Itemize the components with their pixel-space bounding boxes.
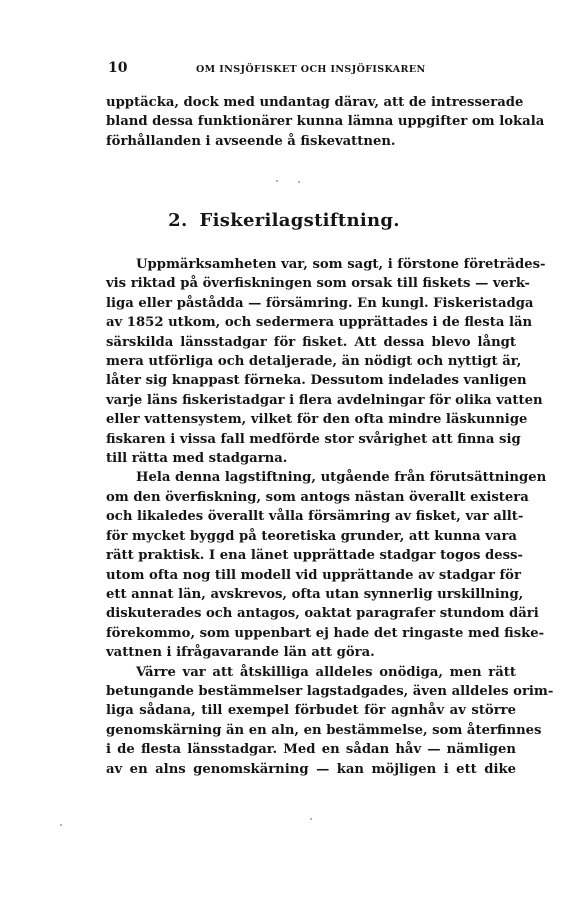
text-line: vattnen i ifrågavarande län att göra. — [106, 645, 375, 661]
text-line: Uppmärksamheten var, som sagt, i förstone företrädes- — [136, 257, 546, 272]
text-line: vis riktad på överfiskningen som orsak till fiskets — verk- — [106, 276, 530, 292]
text-line: till rätta med stadgarna. — [106, 451, 288, 467]
text-line: upptäcka, dock med undantag därav, att de intresserade — [106, 95, 524, 110]
text-line: bland dessa funktionärer kunna lämna uppgifter om lokala — [106, 114, 545, 130]
text-line: för mycket byggd på teoretiska grunder, att kunna vara — [106, 528, 517, 544]
text-line: liga sådana, till exempel förbudet för agnhåv av större — [106, 703, 516, 719]
section-number: 2. — [168, 210, 188, 231]
text-line: om den överfiskning, som antogs nästan överallt existera — [106, 489, 529, 505]
text-line: mera utförliga och detaljerade, än nödigt och nyttigt är, — [106, 354, 522, 370]
text-line: låter sig knappast förneka. Dessutom indelades vanligen — [106, 373, 527, 389]
section-title: Fiskerilagstiftning. — [199, 210, 400, 231]
text-line: liga eller påstådda — försämring. En kungl. Fiskeristadga — [106, 295, 534, 311]
text-line: varje läns fiskeristadgar i flera avdelningar för olika vatten — [106, 392, 543, 408]
text-line: Värre var att åtskilliga alldeles onödiga, men rätt — [136, 664, 516, 680]
text-line: genomskärning än en aln, en bestämmelse, som återfinnes — [106, 722, 542, 738]
print-speck — [276, 180, 278, 182]
text-line: betungande bestämmelser lagstadgades, även alldeles orim- — [106, 683, 554, 699]
text-line: av 1852 utkom, och sedermera upprättades i de flesta län — [106, 315, 533, 331]
body-text — [106, 255, 554, 779]
text-line: utom ofta nog till modell vid upprättande av stadgar för — [106, 567, 521, 583]
section-heading — [0, 210, 568, 231]
print-speck — [310, 818, 312, 820]
text-line: i de flesta länsstadgar. Med en sådan håv — nämligen — [106, 742, 516, 758]
text-line: Hela denna lagstiftning, utgående från förutsättningen — [136, 470, 547, 486]
intro-paragraph — [106, 93, 545, 151]
running-head: OM INSJÖFISKET OCH INSJÖFISKAREN — [196, 64, 426, 75]
text-line: rätt praktisk. I ena länet upprättade stadgar togos dess- — [106, 548, 523, 564]
page-number: 10 — [108, 60, 128, 76]
text-line: av en alns genomskärning — kan möjligen i ett dike — [106, 761, 516, 777]
text-line: ett annat län, avskrevos, ofta utan synnerlig urskillning, — [106, 586, 524, 602]
text-line: och likaledes överallt vålla försämring av fisket, var allt- — [106, 509, 524, 525]
text-line: särskilda länsstadgar för fisket. Att dessa blevo långt — [106, 334, 516, 350]
text-line: diskuterades och antagos, oaktat paragrafer stundom däri — [106, 606, 539, 622]
print-speck — [60, 824, 62, 826]
text-line: förekommo, som uppenbart ej hade det ringaste med fiske- — [106, 625, 545, 641]
print-speck — [298, 181, 300, 183]
text-line: eller vattensystem, vilket för den ofta mindre läskunnige — [106, 412, 528, 428]
text-line: förhållanden i avseende å fiskevattnen. — [106, 133, 396, 149]
text-line: fiskaren i vissa fall medförde stor svårighet att finna sig — [106, 431, 521, 447]
